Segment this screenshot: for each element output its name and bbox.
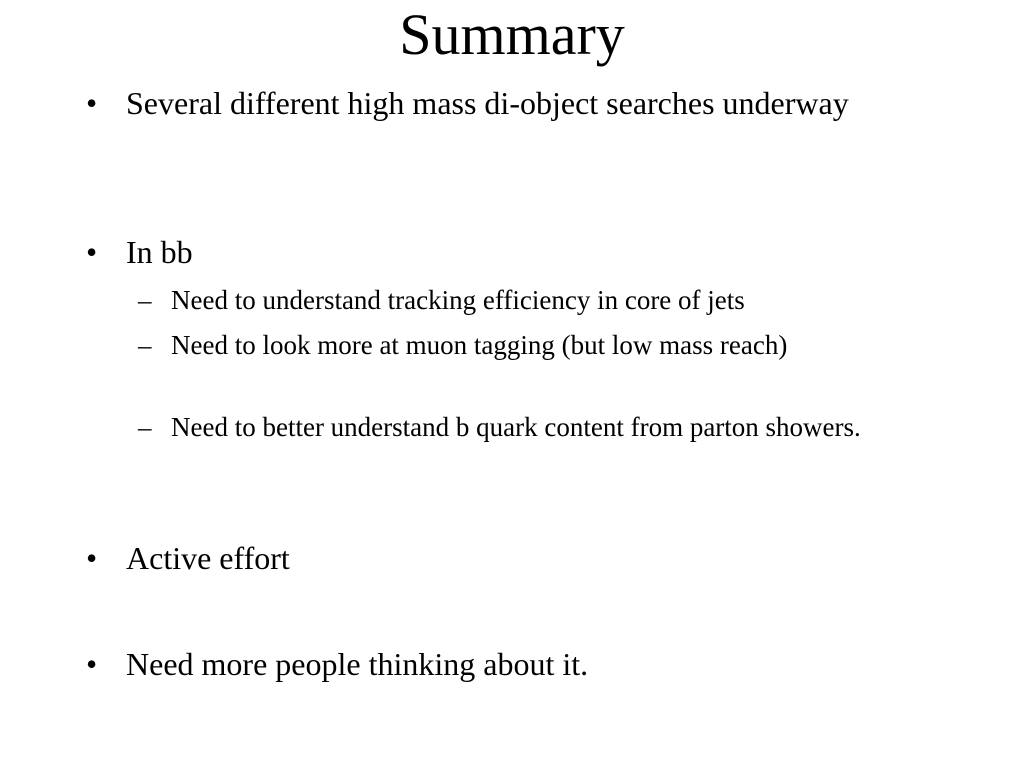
bullet-text: Need more people thinking about it. — [126, 646, 589, 682]
sub-bullet-text: Need to understand tracking efficiency in core of jets — [171, 285, 745, 315]
bullet-marker: • — [86, 234, 98, 270]
sub-bullet-marker: – — [138, 412, 152, 442]
bullet-marker: • — [86, 85, 98, 121]
sub-bullet-marker: – — [138, 330, 152, 360]
sub-bullet-marker: – — [138, 285, 152, 315]
sub-bullet-text: Need to better understand b quark content from parton showers. — [171, 412, 861, 442]
sub-bullet-text: Need to look more at muon tagging (but low mass reach) — [171, 330, 788, 360]
slide-title: Summary — [399, 2, 625, 67]
bullet-marker: • — [86, 646, 98, 682]
bullet-marker: • — [86, 540, 98, 576]
bullet-text: Several different high mass di-object searches underway — [126, 85, 849, 121]
bullet-text: Active effort — [126, 540, 290, 576]
bullet-text: In bb — [126, 234, 193, 270]
